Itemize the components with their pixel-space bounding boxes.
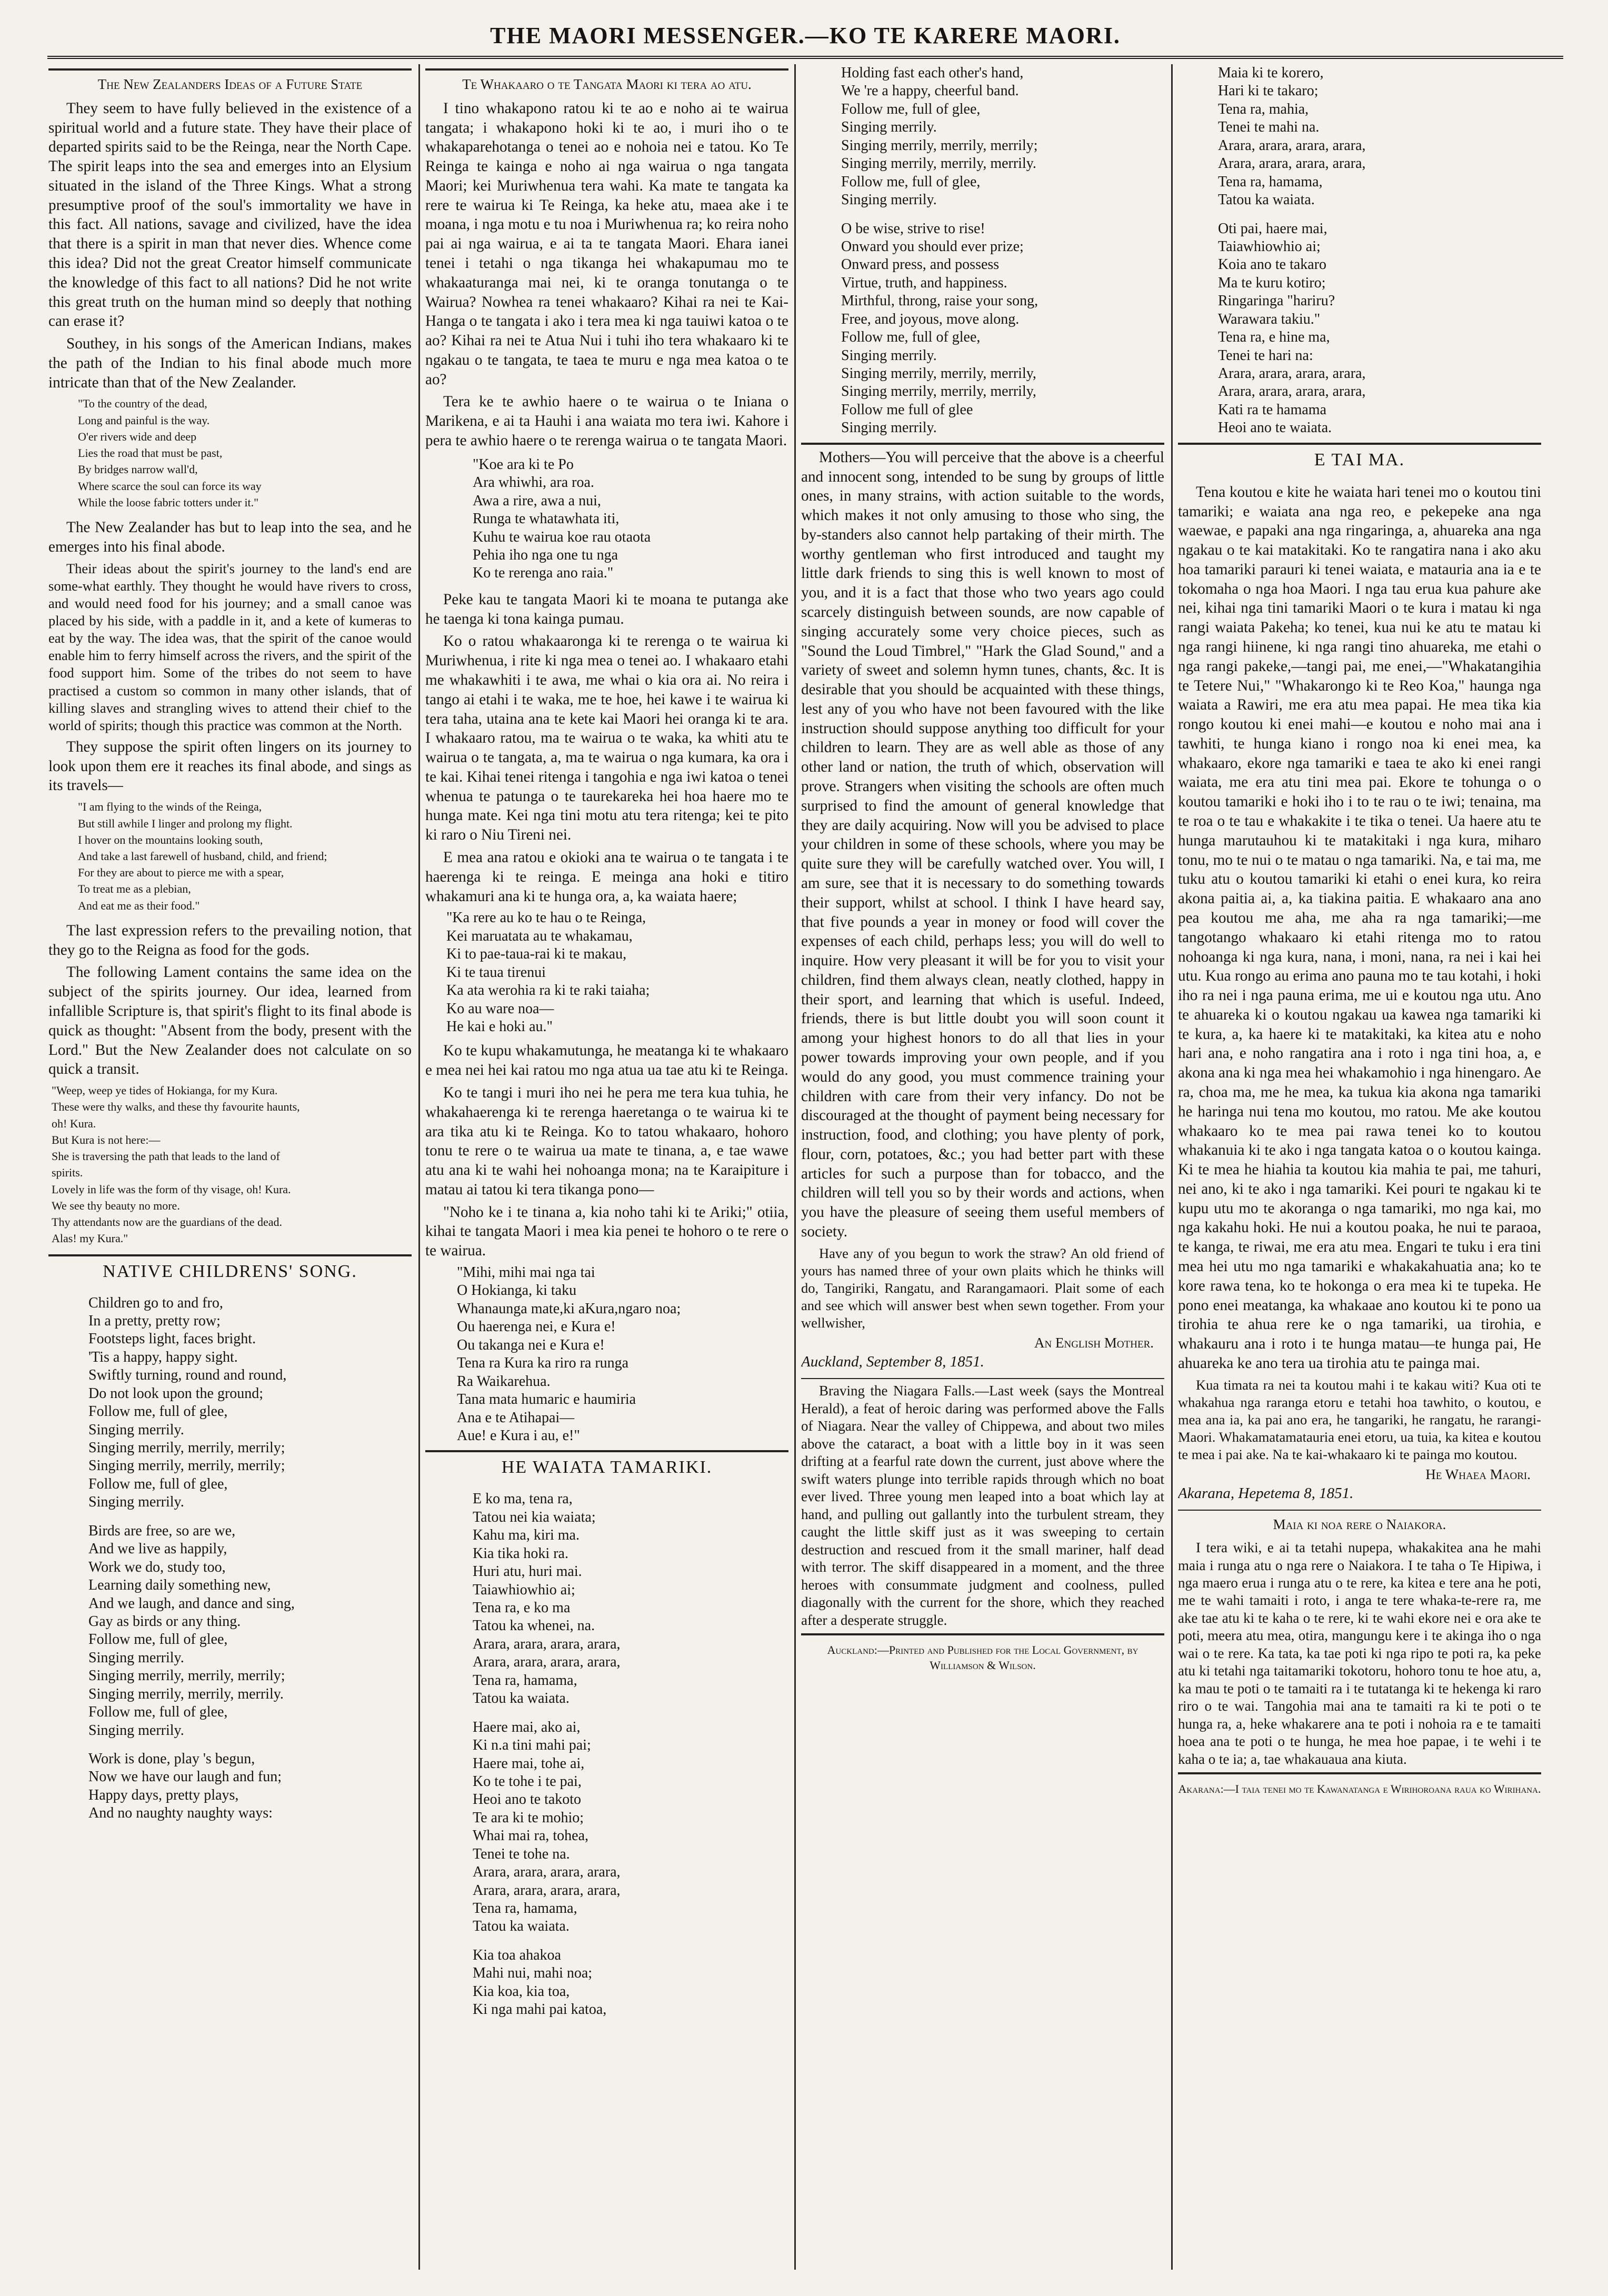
verse-line: Arara, arara, arara, arara, [1218, 365, 1366, 382]
verse-line: "Koe ara ki te Po [473, 456, 574, 473]
verse-line: Alas! my Kura." [52, 1232, 128, 1245]
verse-line: Follow me full of glee [841, 401, 973, 418]
verse-line: Heoi ano te takoto [473, 1791, 582, 1808]
paragraph: Their ideas about the spirit's journey to the land's end are some-what earthly. They thought he would have rivers to cross, and would need food for his journey; and a small canoe was placed by his side, with a paddle in it, and a kete of kumeras to eat by the way. The idea was, that the spirit of the canoe would enable him to ferry himself across the rivers, and the spirit of the food support him. Some of the tribes do not seem to have practised a custom so common in many other islands, that of killing slaves and strangling wives to attend their chief to the world of spirits; though this practice was common at the North. [48, 560, 412, 733]
verse-line: Tena ra, e ko ma [473, 1600, 571, 1616]
verse-line: Aue! e Kura i au, e!" [457, 1427, 580, 1444]
verse-line: Tana mata humaric e haumiria [457, 1391, 636, 1408]
verse-line: Maia ki te korero, [1218, 65, 1324, 81]
verse-line: Happy days, pretty plays, [88, 1786, 239, 1803]
verse-line: Singing merrily. [88, 1494, 184, 1511]
stanza-break [841, 209, 1164, 220]
paragraph: They seem to have fully believed in the existence of a spiritual world and a future state. They have their place of departed spirits said to be the Reinga, near the North Cape. The spirit leaps into the sea and emerges into an Elysium situated in the island of the Three Kings. What a strong presumptive proof of the soul's immortality we have in this fact. All nations, savage and civilized, have the idea that there is a spirit in man that never dies. Whence come this idea? Did not the great Creator himself communicate the knowledge of this fact to all nations? Did he not write this great truth on the human mind so deeply that nothing can erase it? [48, 99, 412, 330]
verse-line: "Ka rere au ko te hau o te Reinga, [446, 910, 646, 926]
divider [425, 68, 788, 71]
divider [425, 1450, 788, 1452]
maori-verse [446, 909, 788, 1036]
paragraph: The following Lament contains the same idea on the subject of the spirits journey. Our idea, learned from infallible Scripture is, that spirit's flight to its final abode is quick as thought: "Absent from the body, present with the Lord." But the New Zealander does not calculate on so quick a transit. [48, 964, 412, 1078]
verse-line: Follow me, full of glee, [88, 1403, 228, 1420]
verse-line: But Kura is not here:— [52, 1133, 161, 1146]
verse-line: Birds are free, so are we, [88, 1522, 236, 1539]
verse-line: Whanaunga mate,ki aKura,ngaro noa; [457, 1300, 681, 1317]
verse-line: Ko au ware noa— [446, 1000, 554, 1017]
verse-line: Do not look upon the ground; [88, 1385, 264, 1402]
verse-line: "To the country of the dead, [78, 397, 207, 411]
verse-line: By bridges narrow wall'd, [78, 463, 198, 476]
verse-line: But still awhile I linger and prolong my flight. [78, 816, 293, 830]
verse-line: Lovely in life was the form of thy visage, oh! Kura. [52, 1182, 291, 1196]
verse-line: Arara, arara, arara, arara, [1218, 137, 1366, 154]
verse-line: "Weep, weep ye tides of Hokianga, for my Kura. [52, 1084, 278, 1097]
verse-line: He kai e hoki au." [446, 1019, 553, 1035]
verse-line: Ko te rerenga ano raia." [473, 565, 614, 582]
dateline: Auckland, September 8, 1851. [801, 1353, 984, 1371]
verse-line: Tatou ka whenei, na. [473, 1618, 595, 1634]
paragraph: "Noho ke i te tinana a, kia noho tahi ki te Ariki;" otiia, kihai te tangata Maori i mea kia penei te hohoro o te rere o te wairua. [425, 1203, 788, 1260]
song-lyrics-continued [841, 64, 1164, 437]
verse-line: Tena ra, hamama, [1218, 173, 1323, 190]
paragraph: I tino whakapono ratou ki te ao e noho ai te wairua tangata; i whakapono hoki ki te ao, i muri iho o te whakaparehotanga o tenei ao e nohoia nei e tatou. Ko Te Reinga te kainga e noho ai nga wairua o nga tangata Maori; kei Muriwhenua tera wahi. Ka mate te tangata ka rere te wairua ki Te Reinga, ka heke atu, maea ake i te moana, i nga motu e tu noa i Muriwhenua ra; ko reira noho pai ai nga wairua, e ai ta te tangata Maori. Ehara ianei tenei i tetahi o nga tikanga hei whakapumau mo te whakaaturanga mai nei, ki te oranga tonutanga o te Wairua? Nowhea ra tenei whakaaro? Kihai ra nei te Kai-Hanga o te tangata i ako i tera mea ki nga tauiwi katoa o te ao? Kihai ra nei te Atua Nui i tuhi iho tera whakaaro ki te ngakau o te tangata, te taea te muru e nga mea katoa o te ao? [425, 99, 788, 388]
verse-line: Kia toa ahakoa [473, 1946, 561, 1963]
verse-line: Now we have our laugh and fun; [88, 1769, 282, 1785]
verse-line: Tenei te mahi na. [1218, 119, 1320, 136]
verse-line: Arara, arara, arara, arara, [473, 1882, 621, 1899]
verse-line: Tatou ka waiata. [473, 1918, 570, 1935]
dateline: Akarana, Hepetema 8, 1851. [1178, 1485, 1354, 1502]
verse-line: O Hokianga, ki taku [457, 1282, 577, 1299]
verse-line: She is traversing the path that leads to the land of [52, 1150, 280, 1163]
verse-line: Singing merrily. [88, 1649, 184, 1666]
verse-line: Mahi nui, mahi noa; [473, 1965, 593, 1982]
verse-line: oh! Kura. [52, 1116, 96, 1130]
verse-line: Holding fast each other's hand, [841, 65, 1024, 81]
verse-line: Taiawhiowhio ai; [1218, 238, 1321, 255]
verse-line: I hover on the mountains looking south, [78, 833, 263, 846]
newspaper-title: THE MAORI MESSENGER.—KO TE KARERE MAORI. [490, 23, 1121, 48]
divider [801, 1378, 1164, 1379]
verse-line: Warawara takiu." [1218, 311, 1321, 327]
verse-line: Arara, arara, arara, arara, [1218, 383, 1366, 400]
verse-line: Arara, arara, arara, arara, [473, 1635, 621, 1652]
verse-line: For they are about to pierce me with a spear, [78, 866, 284, 880]
verse-line: O be wise, strive to rise! [841, 220, 985, 237]
verse-line: Singing merrily, merrily, merrily. [88, 1685, 284, 1702]
divider [48, 68, 412, 71]
verse-line: Ringaringa "hariru? [1218, 293, 1335, 310]
verse-line: Ou takanga nei e Kura e! [457, 1336, 605, 1353]
verse-line: Arara, arara, arara, arara, [473, 1864, 621, 1881]
song-lyrics [473, 1490, 788, 2019]
maori-lament [457, 1264, 788, 1445]
song-heading: HE WAIATA TAMARIKI. [501, 1458, 713, 1478]
imprint: Auckland:—Printed and Published for the Local Government, by Williamson & Wilson. [827, 1643, 1138, 1672]
verse-line: Swiftly turning, round and round, [88, 1367, 287, 1384]
verse-line: And we laugh, and dance and sing, [88, 1595, 295, 1612]
verse-line: Kuhu te wairua koe rau otaota [473, 528, 651, 545]
verse-line: Singing merrily, merrily, merrily, [841, 383, 1036, 400]
verse-line: And no naughty naughty ways: [88, 1805, 273, 1822]
column-1 [48, 64, 412, 2270]
verse-line: Onward press, and possess [841, 256, 1000, 273]
paragraph: Kua timata ra nei ta koutou mahi i te kakau witi? Kua oti te whakahua nga raranga etoru e tetahi hoa tawhito, o koutou, e mea ana ia, ka pai ano era, he tangariki, he rangatu, he rarangi-Maori. Whakamatamatauria enei etoru, ua tuia, ka kitea e koutou te mea i pai ake. Na te kai-whakaaro ki te painga mo koutou. [1178, 1376, 1541, 1463]
article-heading: Maia ki noa rere o Naiakora. [1273, 1516, 1446, 1533]
verse-line: Hari ki te takaro; [1218, 83, 1319, 99]
stanza-break [473, 1708, 788, 1719]
divider [48, 1254, 412, 1256]
paragraph: Southey, in his songs of the American Indians, makes the path of the Indian to his final abode much more intricate than that of the New Zealander. [48, 335, 412, 391]
verse-line: Long and painful is the way. [78, 413, 210, 427]
signature: He Whaea Maori. [1425, 1466, 1531, 1483]
verse-line: Follow me, full of glee, [88, 1631, 228, 1648]
verse-line: We 're a happy, cheerful band. [841, 83, 1019, 99]
verse-line: Kei maruatata au te whakamau, [446, 927, 633, 944]
verse-line: Learning daily something new, [88, 1577, 271, 1594]
paragraph: The last expression refers to the prevailing notion, that they go to the Reigna as food for the gods. [48, 922, 412, 959]
verse-line: Pehia iho nga one tu nga [473, 547, 618, 563]
verse-line: Ana e te Atihapai— [457, 1409, 575, 1426]
stanza-break [88, 1512, 412, 1522]
stanza-break [88, 1740, 412, 1750]
verse-line: "I am flying to the winds of the Reinga, [78, 800, 262, 814]
verse-line: In a pretty, pretty row; [88, 1312, 221, 1329]
column-2 [425, 64, 788, 2270]
divider [801, 1633, 1164, 1635]
paragraph: The New Zealander has but to leap into the sea, and he emerges into his final abode. [48, 519, 412, 555]
verse-line: Singing merrily, merrily, merrily, [841, 365, 1036, 382]
verse-line: Free, and joyous, move along. [841, 311, 1020, 327]
verse-line: Kati ra te hamama [1218, 401, 1327, 418]
verse-line: Arara, arara, arara, arara, [473, 1654, 621, 1671]
article-heading: E TAI MA. [1314, 450, 1405, 470]
divider [1178, 1510, 1541, 1511]
verse-line: 'Tis a happy, happy sight. [88, 1349, 238, 1365]
maori-verse [473, 456, 788, 583]
verse-line: Children go to and fro, [88, 1294, 223, 1311]
verse-line: Kia koa, kia toa, [473, 1983, 570, 2000]
divider [1178, 443, 1541, 445]
verse-line: Ki n.a tini mahi pai; [473, 1737, 591, 1754]
verse-line: Lies the road that must be past, [78, 446, 223, 460]
verse-line: Ou haerenga nei, e Kura e! [457, 1319, 616, 1335]
verse-line: Thy attendants now are the guardians of the dead. [52, 1215, 283, 1229]
verse-line: E ko ma, tena ra, [473, 1491, 573, 1508]
verse-line: Tena ra, mahia, [1218, 101, 1309, 117]
verse-line: Onward you should ever prize; [841, 238, 1024, 255]
verse-line: Singing merrily, merrily, merrily; [88, 1440, 285, 1456]
verse-line: Work we do, study too, [88, 1559, 226, 1575]
verse-line: Tena ra, e hine ma, [1218, 329, 1330, 346]
verse-line: Kahu ma, kiri ma. [473, 1527, 580, 1544]
column-3 [801, 64, 1164, 2270]
verse-line: O'er rivers wide and deep [78, 430, 197, 443]
article-heading: The New Zealanders Ideas of a Future State [97, 76, 363, 92]
verse-line: Singing merrily. [88, 1722, 184, 1739]
verse-line: spirits. [52, 1166, 83, 1180]
verse-line: Follow me, full of glee, [88, 1704, 228, 1721]
signature: An English Mother. [1034, 1335, 1154, 1351]
paragraph: E mea ana ratou e okioki ana te wairua o te tangata i te haerenga ki te reinga. E meinga ana hoki e titiro whakamuri ana ki te hunga ora, a, ka waiata haere; [425, 849, 788, 905]
verse-line: Koia ano te takaro [1218, 256, 1327, 273]
verse-line: And take a last farewell of husband, child, and friend; [78, 849, 327, 863]
verse-line: Whai mai ra, tohea, [473, 1828, 589, 1844]
divider [1178, 1772, 1541, 1774]
paragraph: I tera wiki, e ai ta tetahi nupepa, whakakitea ana he mahi maia i runga atu o nga rere o Naiakora. I te taha o Te Hipiwa, i nga maero erua i runga atu o te rere, ka kitea e tere ana he poti, me te wahi tamaiti i roto, i anga te tere whaka-te-rere ra, me ake tae atu ki te kaha o te rere, ki te wahi ekore nei e ora ake te poti, meera atu mea, otira, mangungu kere i te akinga iho o nga wai o te rere. Ka tata, ka tae poti ki nga ripo te poti ra, ka peke atu ki tetahi nga taitamariki tokotoru, hohoro tonu te hoe atu, a, ka mau te poti o te tamaiti ra i te tutatanga ki te hekenga ki raro riro o te wai. Tangohia mai ana te tamaiti ra ki te poti o te hunga ra, a, heke whakarere ana te poti i nohoia ra e te tamaiti hoea ana te poti o te hunga, he mea hoe papae, i te wehi i te kaha o te ia; a, tae whakauaua ana kiuta. [1178, 1540, 1541, 1767]
verse-line: Follow me, full of glee, [841, 329, 981, 346]
paragraph: Braving the Niagara Falls.—Last week (says the Montreal Herald), a feat of heroic daring was performed above the Falls of Niagara. Near the valley of Chippewa, and about two miles above the cataract, a boat with a little boy in it was seen drifting at a fearful rate down the current, just above where the swift waters plunge into terrible rapids through which no boat ever lived. Three young men leaped into a boat which lay at hand, and pulling out gallantly into the turbulent stream, they caught the little skiff just as it was sweeping to certain destruction and rescued from it the small mariner, half dead with terror. The skiff disappeared in a moment, and the three heroes with consummate judgment and coolness, pulled diagonally with the current for the shore, which they reached after a desperate struggle. [801, 1383, 1164, 1628]
column-4 [1178, 64, 1541, 2270]
verse-line: Haere mai, ako ai, [473, 1719, 581, 1735]
song-lyrics-continued [1218, 64, 1541, 437]
verse-line: Ka ata werohia ra ki te raki taiaha; [446, 982, 650, 999]
paragraph: Mothers—You will perceive that the above is a cheerful and innocent song, intended to be sung by groups of little ones, in many strains, with action suitable to the words, which makes it not only amusing to those who sing, the by-standers also cannot help partaking of their mirth. The worthy gentleman who first introduced and taught my little dark friends to sing this is well known to most of you, and it is a fact that those who two years ago could scarcely distinguish between sounds, are now capable of singing accurately some very choice pieces, such as "Sound the Loud Timbrel," "Hark the Glad Sound," and a variety of sweet and solemn hymn tunes, chants, &c. It is desirable that you should be acquainted with these things, lest any of you who have not been favoured with the like instruction should suppose anything too difficult for your children to learn. They are as well able as those of any other land or nation, the truth of which, observation will prove. Strangers when visiting the schools are often much surprised to find the amount of general knowledge that they are daily acquiring. Now will you be advised to place your children in some of these schools, where you may be quite sure they will be carefully watched over. You will, I am sure, see that it is necessary to do something towards their support, whilst at school. I think I have heard say, that five pounds a year in money or food will cover the expenses of each child, perhaps less; you will do well to inquire. How very pleasant it will be for you to visit your children, find them always clean, neatly clothed, happy in their sport, and learning that which is useful. Indeed, friends, there is but little doubt you will soon count it among your highest honors to do all that lies in your power towards improving your own people, and if you would do any good, you must commence training your children with care from their very infancy. Do not be discouraged at the thought of payment being necessary for instruction, food, and clothing; you have plenty of pork, flour, corn, potatoes, &c.; you had better part with these articles for such a purpose than for tobacco, and the children will tell you so by their words and actions, when you have the pleasure of seeing them useful members of society. [801, 448, 1164, 1240]
paragraph: Have any of you begun to work the straw? An old friend of yours has named three of your own plaits which he thinks will do, Tangiriki, Rangatu, and Rarangamaori. Plait some of each and see which will answer best when sewn together. From your wellwisher, [801, 1245, 1164, 1331]
paragraph: Peke kau te tangata Maori ki te moana te putanga ake he taenga ki tona kainga pumau. [425, 591, 788, 627]
verse-line: Ra Waikarehua. [457, 1373, 551, 1390]
verse-line: Follow me, full of glee, [841, 173, 981, 190]
verse-line: These were thy walks, and these thy favourite haunts, [52, 1100, 300, 1114]
masthead [47, 11, 1563, 59]
imprint: Akarana:—I taia tenei mo te Kawanatanga e Wirihoroana raua ko Wirihana. [1178, 1782, 1541, 1796]
verse-line: Arara, arara, arara, arara, [1218, 155, 1366, 172]
verse-line: Runga te whatawhata iti, [473, 511, 620, 527]
verse-line: Singing merrily. [841, 420, 937, 436]
paragraph: Tera ke te awhio haere o te wairua o te Iniana o Marikena, e ai ta Hauhi i ana waiata mo tera iwi. Kahore i pera te awhio haere o te rerenga wairua o te tangata Maori. [425, 393, 788, 450]
verse-line: Mirthful, throng, raise your song, [841, 293, 1038, 310]
verse-line: We see thy beauty no more. [52, 1199, 180, 1212]
verse-line: While the loose fabric totters under it." [78, 495, 259, 509]
verse-line: Kia tika hoki ra. [473, 1545, 568, 1562]
verse-line: Tatou ka waiata. [1218, 192, 1315, 208]
verse-line: Tatou ka waiata. [473, 1690, 570, 1707]
verse-line: Huri atu, huri mai. [473, 1563, 582, 1580]
verse-line: Singing merrily, merrily, merrily. [841, 155, 1036, 172]
lament-verse [52, 1082, 412, 1246]
verse-line: Awa a rire, awa a nui, [473, 492, 601, 509]
verse-line: Work is done, play 's begun, [88, 1751, 255, 1767]
verse-line: And eat me as their food." [78, 899, 200, 912]
verse-line: Singing merrily. [88, 1421, 184, 1438]
verse-line: "Mihi, mihi mai nga tai [457, 1264, 595, 1281]
verse-line: Tena ra, hamama, [473, 1900, 577, 1917]
verse-line: Heoi ano te waiata. [1218, 420, 1332, 436]
verse-line: Singing merrily, merrily, merrily; [88, 1458, 285, 1474]
verse-line: Singing merrily. [841, 347, 937, 364]
song-heading: NATIVE CHILDRENS' SONG. [103, 1261, 357, 1281]
verse-line: Follow me, full of glee, [841, 101, 981, 117]
stanza-break [1218, 209, 1541, 220]
column-rule [794, 64, 796, 2270]
verse-line: Singing merrily, merrily, merrily; [88, 1668, 285, 1684]
verse-line: Taiawhiowhio ai; [473, 1581, 575, 1598]
verse-line: Ara whiwhi, ara roa. [473, 474, 594, 491]
verse-line: Footsteps light, faces bright. [88, 1331, 256, 1347]
verse-line: Haere mai, tohe ai, [473, 1755, 585, 1772]
column-rule [418, 64, 420, 2270]
verse-line: Virtue, truth, and happiness. [841, 274, 1007, 291]
song-lyrics [88, 1294, 412, 1823]
verse-line: And we live as happily, [88, 1541, 227, 1558]
verse-line: Ma te kuru kotiro; [1218, 274, 1326, 291]
verse-line: Tenei te hari na: [1218, 347, 1313, 364]
verse-line: Tenei te tohe na. [473, 1845, 570, 1862]
verse-line: Ki to pae-taua-rai ki te makau, [446, 946, 627, 963]
article-heading: Te Whakaaro o te Tangata Maori ki tera ao atu. [462, 76, 752, 92]
verse-line: Tena ra, hamama, [473, 1672, 577, 1689]
stanza-break [473, 1936, 788, 1946]
verse-quote [78, 395, 412, 511]
paragraph: Ko o ratou whakaaronga ki te rerenga o te wairua ki Muriwhenua, i rite ki nga mea o tenei ao. I whakaaro etahi me whakawhiti i te awa, me whai o kia ora ai. No reira i tango ai etahi i te waka, me te hoe, hei kawe i te wairua ki tera taha, utaina ana te kete kai Maori hei oranga ki te ara. I whakaaro ratou, ma te wairua o te waka, ka whiti atu te wairua o te tangata, a, ma te wairua o nga kumara, ka ora i te kai. Kihai tenei ritenga i tangohia e nga iwi katoa o tenei whenua te patunga o te taurekareka hei hoa haere mo te hunga mate. Kei nga tini motu atu tera ritenga; kei te pito ki raro o Niu Tireni nei. [425, 633, 788, 844]
verse-quote [78, 798, 412, 914]
verse-line: Tena ra Kura ka riro ra runga [457, 1355, 629, 1372]
paragraph: They suppose the spirit often lingers on its journey to look upon them ere it reaches its final abode, and sings as its travels— [48, 738, 412, 794]
verse-line: Te ara ki te mohio; [473, 1809, 584, 1826]
verse-line: Where scarce the soul can force its way [78, 479, 262, 493]
verse-line: Singing merrily. [841, 119, 937, 136]
column-rule [1171, 64, 1173, 2270]
verse-line: Singing merrily. [841, 192, 937, 208]
paragraph: Ko te tangi i muri iho nei he pera me tera kua tuhia, he whakahaerenga ki te rerenga haeretanga o te wairua ki te ara tika atu ki te Reinga. Ko to tatou whakaaro, hohoro tonu te rere o te wairua ua mate te tinana, a, e tae wawe atu ana ki te wahi hei nohoanga mona; na te Karaipiture i matau ai tatou ki tera tikanga pono— [425, 1084, 788, 1198]
divider [801, 443, 1164, 445]
paragraph: Ko te kupu whakamutunga, he meatanga ki te whakaaro e mea nei hei kai ratou mo nga atua ua tae atu ki te Reinga. [425, 1042, 788, 1079]
verse-line: Tatou nei kia waiata; [473, 1509, 596, 1525]
verse-line: Ki nga mahi pai katoa, [473, 2001, 607, 2018]
paragraph: Tena koutou e kite he waiata hari tenei mo o koutou tini tamariki; e waiata ana nga reo, e pekepeke ana nga waewae, e papaki ana nga ringaringa, a, ahuareka ana nga ngakau o te kai matakitaki. Ko te rangatira nana i ako aku hoa tamariki parauri ki tenei waiata, e matauria ana ia e te tokomaha o nga hoa Maori. I nga tau erua kua pahure ake nei, kihai nga tini tamariki Maori o te kura i matau ki nga rangi waiata Pakeha; ko tenei, kua nui ke atu te matau ki nga rangi hiinene, ki nga rangi tino ahuareka, me etahi o nga rangi pakeke,—tangi pai, me enei,—"Whakatangihia te Tetere Nui," "Whakarongo ki te Reo Koa," haunga nga waiata a Rawiri, me era atu mea papai. He mea tika kia rongo koutou ki enei mahi—e koutou e noho mai ana i tawhiti, te hunga kiano i rongo noa ki enei mea, ka whakaaro, ekore nga tamariki e taea te ako ki enei rangi waiata, me era atu tini mea pai. Ekore te tohunga o o koutou tamariki e hoki iho i to te rau o te iwi; tenaina, ma te roa o te tau e whakakite i te tika o tenei. Ua haere atu te hunga marutauhou ki te matakitaki i nga kura, miharo tonu, mo te nui o te matau o nga tamariki. Na, e tai ma, me tuku atu o koutou tamariki ki etahi o enei kura, ko reira akona paitia ai, a, ka tiakina paitia. E whakaaro ana ano pea koutou me aha, me aha ra nga tamariki;—me tangotango whakaaro ki etahi ritenga mo to ratou nohoanga ki nga kura, nana, i moni, nana, ra nei i kai hei utu. Kua rongo au erima ano pauna mo te tau kotahi, i hoki iho ra nei i nga pauna erima, me ui e koutou nga utu. Ano te ahuareka ki o koutou ngakau ua kawea nga tamariki ki te kura, a, ka haere ki te matakitaki, ka kitea atu e noho hari ana, e noho rangatira ana i roto i nga tini hoa, a, e akona ana ki nga mea hei whakamohio i nga hinengaro. Ae ra, choa ma, me he mea, ka tukua kia akona nga tamariki he haringa nui tena mo koutou, mo ratou. Me ake koutou whakaaro ko te mea pai rawa tenei ko to koutou whakanuia ki te ako i nga tangata katoa o o koutou kainga. Ki te mea he hiahia ta koutou kia mahia te pai, me tahuri, nei ano, ki te ako i nga tamariki. Kei pouri te ngakau ki te kupu utu mo te akoranga o nga tamariki, mo nga kai, mo nga kakahu hoki. He nui a koutou poaka, he nui te paraoa, te kanga, te riwai, me era atu mea. Engari te tuku i era tini mea hei utu mo nga tamariki e whakakahuatia ana; ko te kore rawa tena, ko te hokonga o era mea ki te tupeka. He pono enei meatanga, ka whakaae ano koutou ki te pono ua tirohia te ahua rere ke o nga tamariki, ua tirohia, e whakauru ana i roto i te hunga matau—te hunga pai, He ahuareka ke ano tera ua tirohia atu te painga mai. [1178, 483, 1541, 1372]
verse-line: Gay as birds or any thing. [88, 1613, 241, 1630]
verse-line: To treat me as a plebian, [78, 882, 191, 896]
verse-line: Oti pai, haere mai, [1218, 220, 1327, 237]
verse-line: Ko te tohe i te pai, [473, 1773, 582, 1790]
verse-line: Ki te taua tirenui [446, 964, 546, 981]
verse-line: Follow me, full of glee, [88, 1475, 228, 1492]
verse-line: Singing merrily, merrily, merrily; [841, 137, 1038, 154]
